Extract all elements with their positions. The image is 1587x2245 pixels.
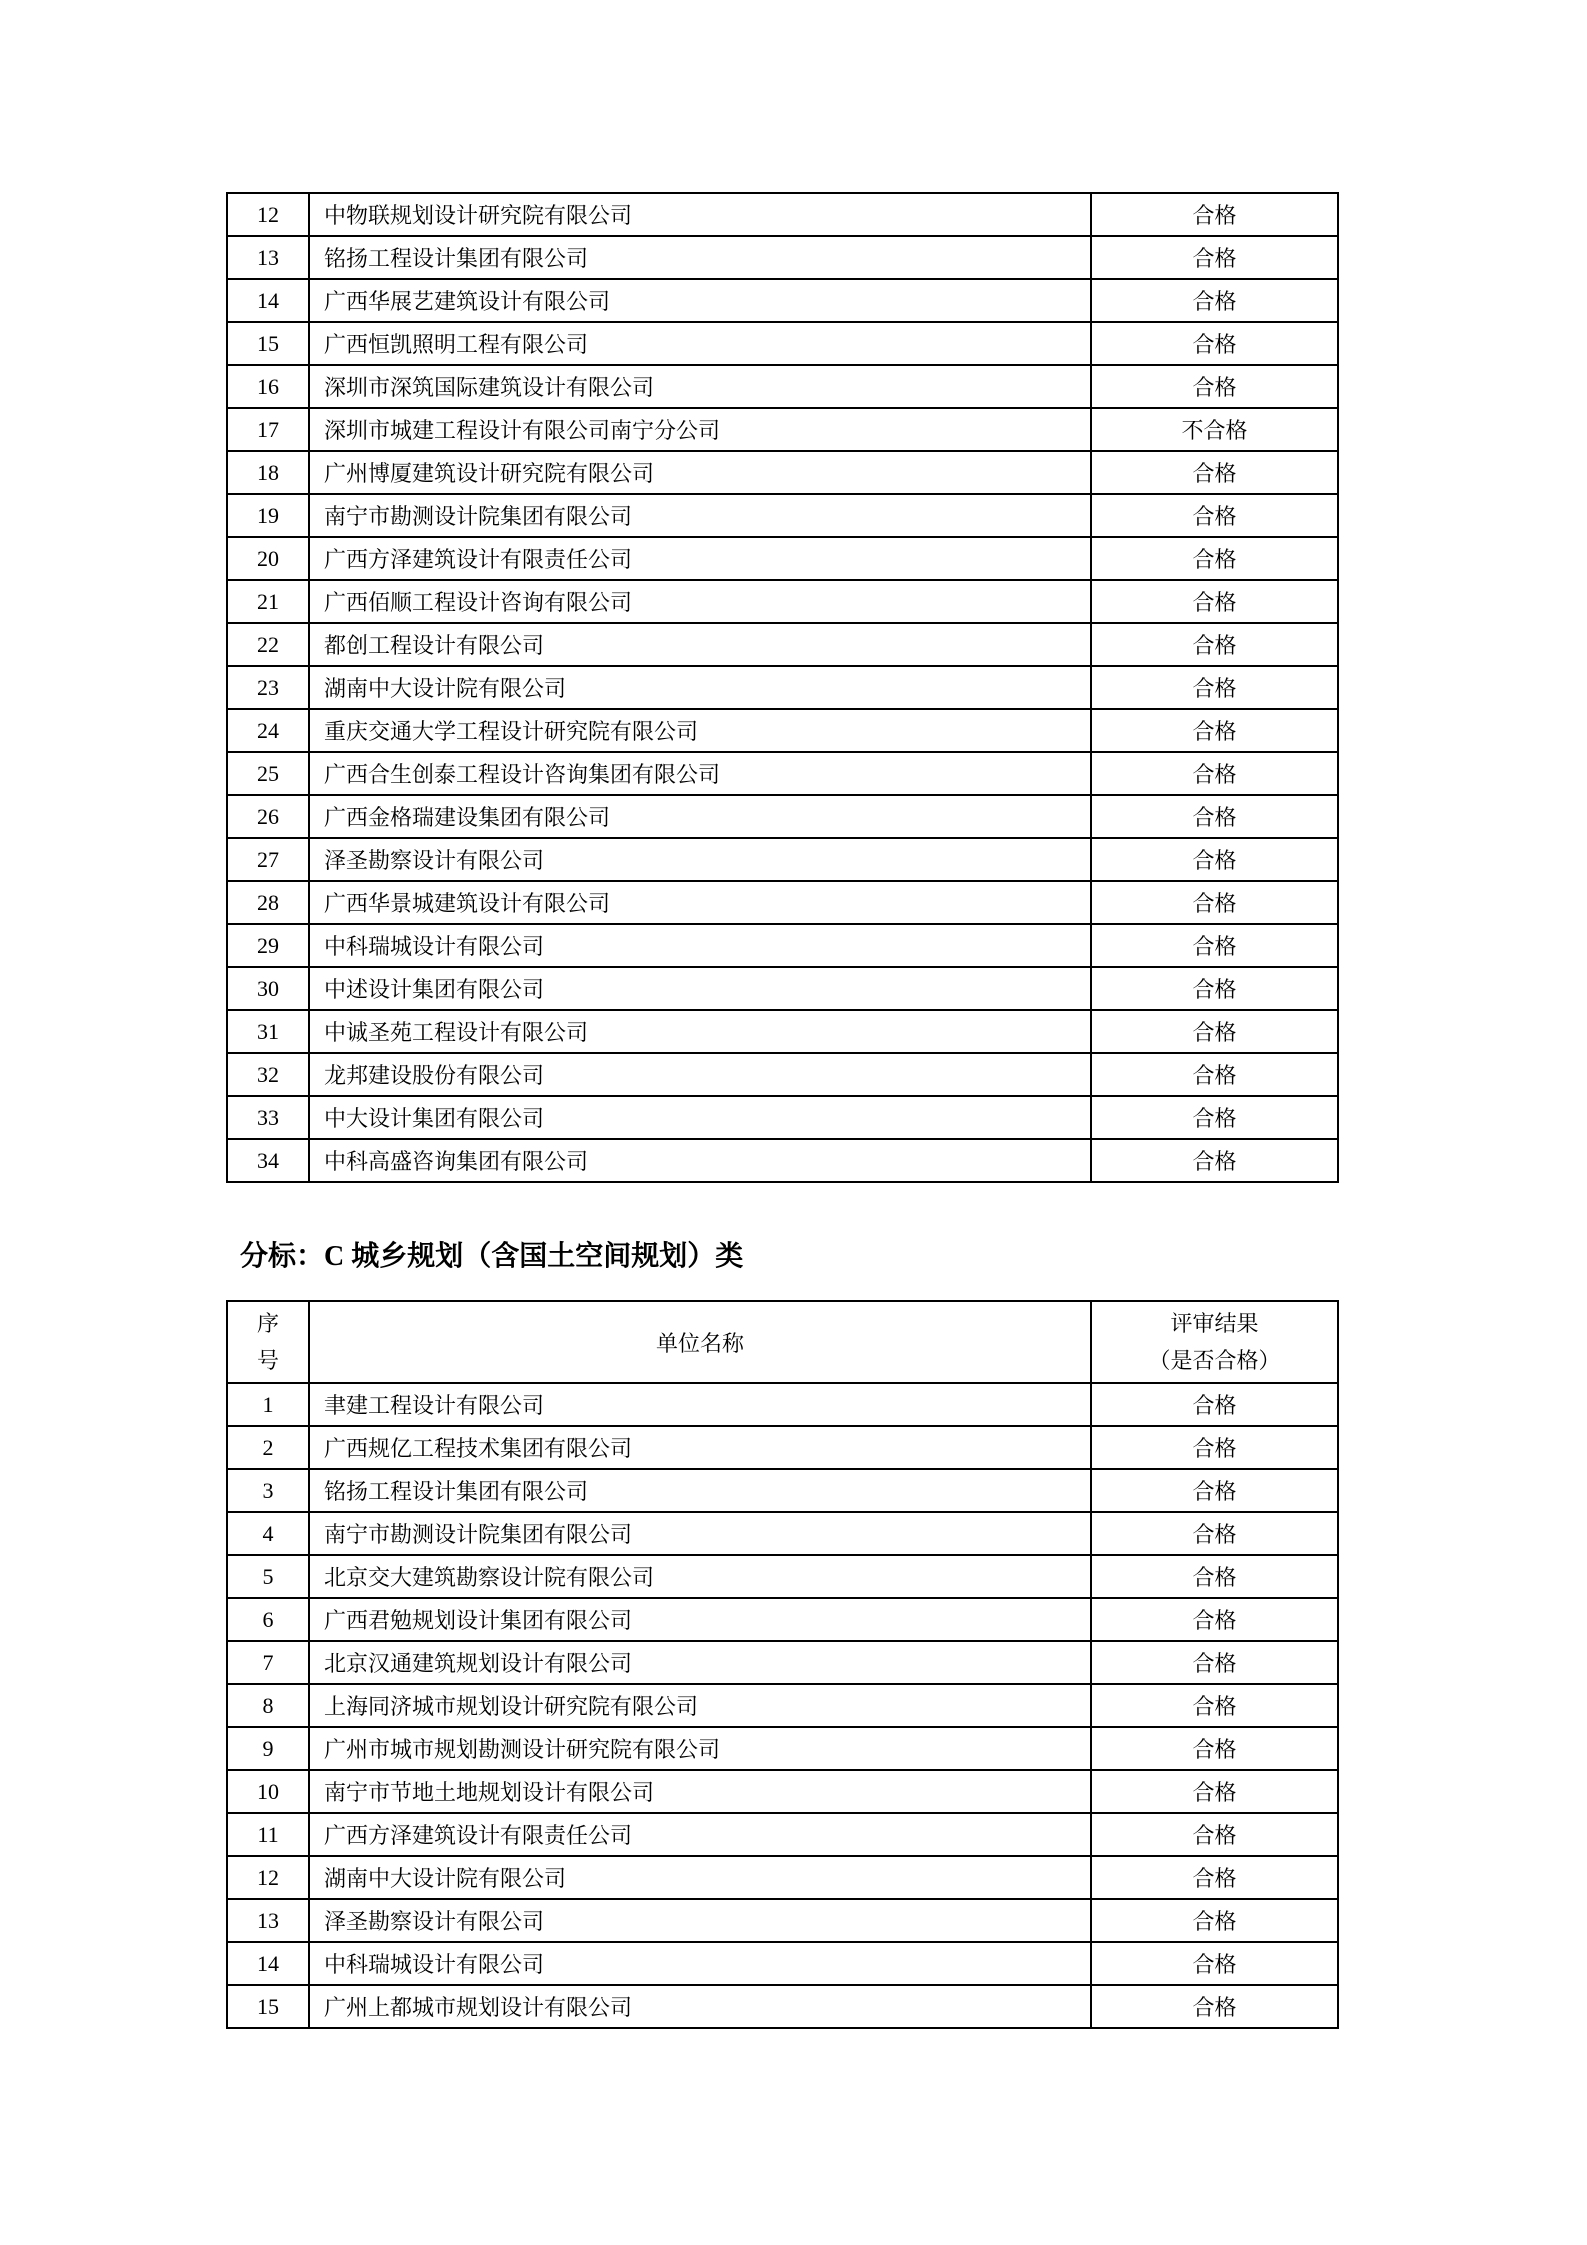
table-row: [227, 1555, 1338, 1598]
table-row: [227, 1727, 1338, 1770]
header-seq-line1: 序: [256, 1311, 279, 1336]
company-name-cell: 聿建工程设计有限公司: [309, 1383, 1091, 1426]
review-result-cell: 合格: [1091, 451, 1338, 494]
review-result-cell: 合格: [1091, 709, 1338, 752]
review-result-cell: 合格: [1091, 1856, 1338, 1899]
row-number-cell: 14: [227, 1942, 309, 1985]
row-number-cell: 30: [227, 967, 309, 1010]
company-name-cell: 上海同济城市规划设计研究院有限公司: [309, 1684, 1091, 1727]
company-name-cell: 广西金格瑞建设集团有限公司: [309, 795, 1091, 838]
table-row: [227, 1942, 1338, 1985]
review-result-cell: 合格: [1091, 1053, 1338, 1096]
company-name-cell: 泽圣勘察设计有限公司: [309, 1899, 1091, 1942]
company-name-cell: 铭扬工程设计集团有限公司: [309, 1469, 1091, 1512]
company-name-cell: 北京交大建筑勘察设计院有限公司: [309, 1555, 1091, 1598]
review-result-cell: 合格: [1091, 1813, 1338, 1856]
review-result-cell: 合格: [1091, 623, 1338, 666]
company-name-cell: 深圳市城建工程设计有限公司南宁分公司: [309, 408, 1091, 451]
row-number-cell: 3: [227, 1469, 309, 1512]
table-row: [227, 236, 1338, 279]
review-result-cell: 合格: [1091, 494, 1338, 537]
row-number-cell: 4: [227, 1512, 309, 1555]
row-number-cell: 25: [227, 752, 309, 795]
table-row: [227, 580, 1338, 623]
row-number-cell: 31: [227, 1010, 309, 1053]
table-row: [227, 752, 1338, 795]
review-result-cell: 合格: [1091, 666, 1338, 709]
row-number-cell: 33: [227, 1096, 309, 1139]
company-name-cell: 中物联规划设计研究院有限公司: [309, 193, 1091, 236]
review-result-cell: 合格: [1091, 795, 1338, 838]
review-result-cell: 合格: [1091, 1684, 1338, 1727]
review-result-cell: 合格: [1091, 1727, 1338, 1770]
table-header: [227, 1301, 1338, 1383]
review-result-cell: 合格: [1091, 580, 1338, 623]
row-number-cell: 20: [227, 537, 309, 580]
row-number-cell: 13: [227, 236, 309, 279]
row-number-cell: 23: [227, 666, 309, 709]
row-number-cell: 15: [227, 322, 309, 365]
company-name-cell: 广西合生创泰工程设计咨询集团有限公司: [309, 752, 1091, 795]
row-number-cell: 5: [227, 1555, 309, 1598]
row-number-cell: 7: [227, 1641, 309, 1684]
company-name-cell: 重庆交通大学工程设计研究院有限公司: [309, 709, 1091, 752]
review-result-cell: 合格: [1091, 1469, 1338, 1512]
table-row: [227, 709, 1338, 752]
header-seq-line2: 号: [256, 1348, 279, 1373]
review-result-cell: 合格: [1091, 1770, 1338, 1813]
row-number-cell: 9: [227, 1727, 309, 1770]
table-row: [227, 1684, 1338, 1727]
row-number-cell: 22: [227, 623, 309, 666]
review-result-cell: 合格: [1091, 537, 1338, 580]
review-result-cell: 合格: [1091, 322, 1338, 365]
header-seq-number: [227, 1301, 309, 1383]
review-result-cell: 合格: [1091, 1555, 1338, 1598]
table-row: [227, 451, 1338, 494]
company-name-cell: 广西方泽建筑设计有限责任公司: [309, 537, 1091, 580]
row-number-cell: 12: [227, 1856, 309, 1899]
review-result-cell: 合格: [1091, 752, 1338, 795]
company-name-cell: 广州上都城市规划设计有限公司: [309, 1985, 1091, 2028]
company-name-cell: 南宁市勘测设计院集团有限公司: [309, 1512, 1091, 1555]
company-name-cell: 中科瑞城设计有限公司: [309, 924, 1091, 967]
review-result-cell: 合格: [1091, 1383, 1338, 1426]
company-name-cell: 广西华展艺建筑设计有限公司: [309, 279, 1091, 322]
table-row: [227, 279, 1338, 322]
row-number-cell: 1: [227, 1383, 309, 1426]
table-row: [227, 881, 1338, 924]
company-name-cell: 深圳市深筑国际建筑设计有限公司: [309, 365, 1091, 408]
row-number-cell: 18: [227, 451, 309, 494]
table-row: [227, 967, 1338, 1010]
row-number-cell: 11: [227, 1813, 309, 1856]
company-name-cell: 都创工程设计有限公司: [309, 623, 1091, 666]
table-row: [227, 537, 1338, 580]
table-row: [227, 1770, 1338, 1813]
review-result-cell: 合格: [1091, 1426, 1338, 1469]
table-row: [227, 924, 1338, 967]
row-number-cell: 26: [227, 795, 309, 838]
company-name-cell: 广西华景城建筑设计有限公司: [309, 881, 1091, 924]
row-number-cell: 8: [227, 1684, 309, 1727]
row-number-cell: 34: [227, 1139, 309, 1182]
row-number-cell: 17: [227, 408, 309, 451]
table-row: [227, 193, 1338, 236]
review-result-cell: 合格: [1091, 1010, 1338, 1053]
table-row: [227, 1641, 1338, 1684]
table-row: [227, 322, 1338, 365]
review-result-cell: 合格: [1091, 1985, 1338, 2028]
header-result-line1: 评审结果: [1170, 1311, 1259, 1336]
company-name-cell: 中大设计集团有限公司: [309, 1096, 1091, 1139]
company-name-cell: 泽圣勘察设计有限公司: [309, 838, 1091, 881]
table-row: [227, 365, 1338, 408]
table-row: [227, 1469, 1338, 1512]
table-header-row: [227, 1301, 1338, 1383]
table-row: [227, 1383, 1338, 1426]
table-row: [227, 1813, 1338, 1856]
row-number-cell: 21: [227, 580, 309, 623]
company-name-cell: 广西恒凯照明工程有限公司: [309, 322, 1091, 365]
table-row: [227, 1985, 1338, 2028]
review-result-cell: 合格: [1091, 838, 1338, 881]
review-result-cell: 合格: [1091, 1942, 1338, 1985]
company-name-cell: 中科高盛咨询集团有限公司: [309, 1139, 1091, 1182]
review-result-cell: 不合格: [1091, 408, 1338, 451]
company-name-cell: 中述设计集团有限公司: [309, 967, 1091, 1010]
company-name-cell: 南宁市节地土地规划设计有限公司: [309, 1770, 1091, 1813]
header-company-name: 单位名称: [309, 1301, 1091, 1383]
review-result-cell: 合格: [1091, 1598, 1338, 1641]
review-result-cell: 合格: [1091, 1899, 1338, 1942]
row-number-cell: 16: [227, 365, 309, 408]
row-number-cell: 6: [227, 1598, 309, 1641]
company-name-cell: 龙邦建设股份有限公司: [309, 1053, 1091, 1096]
company-name-cell: 广西方泽建筑设计有限责任公司: [309, 1813, 1091, 1856]
review-table-continued: [226, 192, 1339, 1183]
review-result-cell: 合格: [1091, 193, 1338, 236]
row-number-cell: 19: [227, 494, 309, 537]
review-result-cell: 合格: [1091, 1512, 1338, 1555]
review-result-cell: 合格: [1091, 967, 1338, 1010]
table-row: [227, 838, 1338, 881]
review-result-cell: 合格: [1091, 1096, 1338, 1139]
company-name-cell: 广州博厦建筑设计研究院有限公司: [309, 451, 1091, 494]
company-name-cell: 湖南中大设计院有限公司: [309, 666, 1091, 709]
row-number-cell: 2: [227, 1426, 309, 1469]
review-result-cell: 合格: [1091, 1641, 1338, 1684]
table-row: [227, 623, 1338, 666]
company-name-cell: 铭扬工程设计集团有限公司: [309, 236, 1091, 279]
company-name-cell: 中科瑞城设计有限公司: [309, 1942, 1091, 1985]
table-row: [227, 1139, 1338, 1182]
review-result-cell: 合格: [1091, 365, 1338, 408]
table-row: [227, 1426, 1338, 1469]
table-row: [227, 666, 1338, 709]
review-result-cell: 合格: [1091, 881, 1338, 924]
review-table-c-body: [227, 1383, 1338, 2028]
table-row: [227, 1899, 1338, 1942]
review-result-cell: 合格: [1091, 236, 1338, 279]
section-heading: 分标：C 城乡规划（含国土空间规划）类: [240, 1241, 744, 1272]
company-name-cell: 南宁市勘测设计院集团有限公司: [309, 494, 1091, 537]
table-row: [227, 1053, 1338, 1096]
table-row: [227, 1856, 1338, 1899]
review-table-c-category: [226, 1300, 1339, 2029]
header-result-line2: （是否合格）: [1148, 1348, 1281, 1373]
table-row: [227, 795, 1338, 838]
company-name-cell: 广西佰顺工程设计咨询有限公司: [309, 580, 1091, 623]
row-number-cell: 14: [227, 279, 309, 322]
header-review-result: [1091, 1301, 1338, 1383]
review-result-cell: 合格: [1091, 924, 1338, 967]
company-name-cell: 广西规亿工程技术集团有限公司: [309, 1426, 1091, 1469]
company-name-cell: 广西君勉规划设计集团有限公司: [309, 1598, 1091, 1641]
table-row: [227, 1598, 1338, 1641]
table-row: [227, 1010, 1338, 1053]
table-row: [227, 408, 1338, 451]
row-number-cell: 24: [227, 709, 309, 752]
review-table-continued-body: [227, 193, 1338, 1182]
row-number-cell: 29: [227, 924, 309, 967]
row-number-cell: 28: [227, 881, 309, 924]
row-number-cell: 27: [227, 838, 309, 881]
table-row: [227, 494, 1338, 537]
row-number-cell: 15: [227, 1985, 309, 2028]
review-result-cell: 合格: [1091, 1139, 1338, 1182]
row-number-cell: 13: [227, 1899, 309, 1942]
company-name-cell: 广州市城市规划勘测设计研究院有限公司: [309, 1727, 1091, 1770]
row-number-cell: 12: [227, 193, 309, 236]
review-result-cell: 合格: [1091, 279, 1338, 322]
row-number-cell: 32: [227, 1053, 309, 1096]
row-number-cell: 10: [227, 1770, 309, 1813]
company-name-cell: 中诚圣苑工程设计有限公司: [309, 1010, 1091, 1053]
company-name-cell: 湖南中大设计院有限公司: [309, 1856, 1091, 1899]
table-row: [227, 1096, 1338, 1139]
table-row: [227, 1512, 1338, 1555]
company-name-cell: 北京汉通建筑规划设计有限公司: [309, 1641, 1091, 1684]
